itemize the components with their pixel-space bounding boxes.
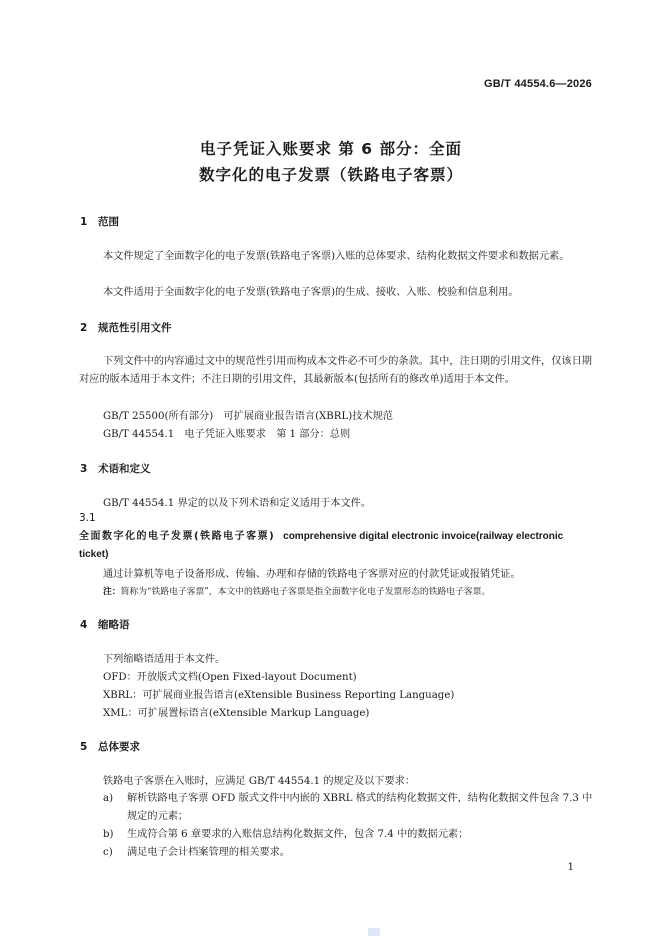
list-text: 生成符合第 6 章要求的入账信息结构化数据文件，包含 7.4 中的数据元素； bbox=[127, 829, 469, 840]
section-5-heading bbox=[80, 739, 140, 754]
reference-item-2: GB/T 44554.1 电子凭证入账要求 第 1 部分：总则 bbox=[103, 429, 351, 440]
term-definition: 通过计算机等电子设备形成、传输、办理和存储的铁路电子客票对应的付款凭证或报销凭证。 bbox=[103, 569, 521, 580]
section-number: 2 bbox=[80, 322, 88, 334]
section-4-heading bbox=[80, 617, 130, 632]
section-title: 范围 bbox=[98, 216, 119, 228]
term-title bbox=[79, 528, 592, 564]
list-label: a) bbox=[103, 793, 114, 804]
section-1-heading bbox=[80, 214, 119, 229]
section-1-paragraph-2 bbox=[79, 284, 592, 302]
section-number: 3 bbox=[80, 463, 88, 475]
reference-item-1: GB/T 25500(所有部分) 可扩展商业报告语言(XBRL)技术规范 bbox=[103, 411, 393, 422]
list-label: c) bbox=[103, 847, 113, 858]
section-5-paragraph-1: 铁路电子客票在入账时，应满足 GB/T 44554.1 的规定及以下要求： bbox=[103, 776, 416, 787]
paragraph-text: 下列文件中的内容通过文中的规范性引用而构成本文件必不可少的条款。其中，注日期的引用文件，仅该日期对应的版本适用于本文件；不注日期的引用文件，其最新版本(包括所有的修改单)适用于本文件。 bbox=[79, 356, 592, 385]
section-3-paragraph-1: GB/T 44554.1 界定的以及下列术语和定义适用于本文件。 bbox=[103, 498, 372, 509]
abbreviation-xbrl: XBRL：可扩展商业报告语言(eXtensible Business Reporting Language) bbox=[103, 690, 455, 701]
standard-code: GB/T 44554.6—2026 bbox=[484, 78, 592, 90]
term-english: comprehensive digital electronic invoice(railway electronic ticket) bbox=[79, 531, 564, 560]
section-title: 总体要求 bbox=[98, 741, 140, 753]
section-2-heading bbox=[80, 320, 172, 335]
term-note bbox=[103, 584, 490, 597]
section-3-heading bbox=[80, 461, 151, 476]
note-text: 简称为“铁路电子客票”，本文中的铁路电子客票是指全面数字化电子发票形态的铁路电子客票。 bbox=[120, 587, 491, 597]
term-chinese: 全面数字化的电子发票(铁路电子客票) bbox=[79, 531, 276, 542]
document-title-line-1: 电子凭证入账要求 第 6 部分：全面 bbox=[200, 140, 462, 158]
section-2-paragraph-1 bbox=[79, 353, 592, 389]
section-title: 术语和定义 bbox=[98, 463, 151, 475]
abbreviation-ofd: OFD：开放版式文档(Open Fixed-layout Document) bbox=[103, 672, 357, 683]
term-number: 3.1 bbox=[79, 512, 96, 524]
list-text: 解析铁路电子客票 OFD 版式文件中内嵌的 XBRL 格式的结构化数据文件，结构化数据文件包含 7.3 中规定的元素； bbox=[127, 793, 593, 822]
document-title-line-2: 数字化的电子发票（铁路电子客票） bbox=[198, 166, 463, 184]
paragraph-text: 本文件规定了全面数字化的电子发票(铁路电子客票)入账的总体要求、结构化数据文件要求和数据元素。 bbox=[103, 251, 570, 262]
section-1-paragraph-1 bbox=[79, 248, 592, 266]
note-label: 注： bbox=[103, 587, 121, 597]
section-title: 规范性引用文件 bbox=[98, 322, 172, 334]
page-number: 1 bbox=[567, 862, 574, 873]
watermark-fragment bbox=[368, 928, 380, 936]
section-number: 4 bbox=[80, 619, 88, 631]
section-number: 1 bbox=[80, 216, 88, 228]
list-label: b) bbox=[103, 829, 114, 840]
section-title: 缩略语 bbox=[98, 619, 130, 631]
paragraph-text: 本文件适用于全面数字化的电子发票(铁路电子客票)的生成、接收、入账、校验和信息利用。 bbox=[103, 287, 519, 298]
list-text: 满足电子会计档案管理的相关要求。 bbox=[127, 847, 290, 858]
abbreviation-xml: XML：可扩展置标语言(eXtensible Markup Language) bbox=[103, 708, 370, 719]
section-number: 5 bbox=[80, 741, 88, 753]
section-4-paragraph-1: 下列缩略语适用于本文件。 bbox=[103, 654, 226, 665]
